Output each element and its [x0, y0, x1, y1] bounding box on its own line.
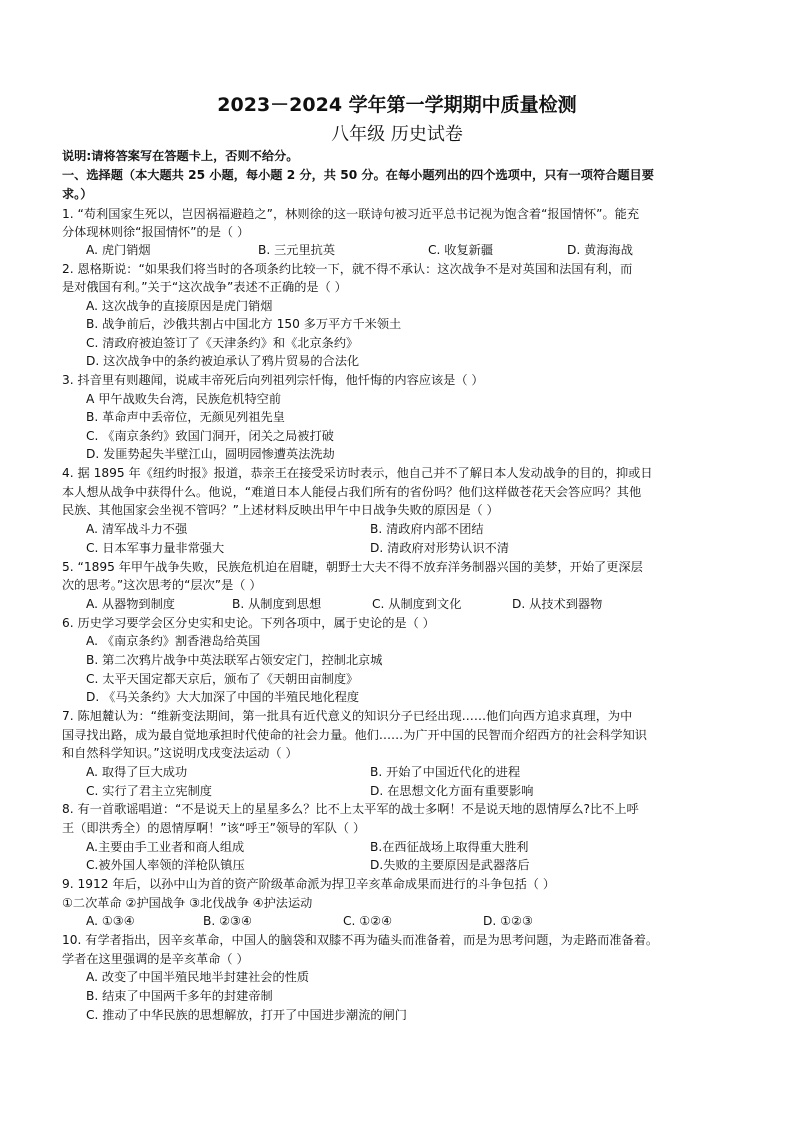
q8-option-c: C.被外国人率领的洋枪队镇压: [86, 858, 245, 872]
q6-option-b: B. 第二次鸦片战争中英法联军占领安定门，控制北京城: [86, 653, 383, 667]
q2-option-c: C. 清政府被迫签订了《天津条约》和《北京条约》: [86, 336, 359, 350]
q3-option-b: B. 革命声中丢帝位，无颜见列祖先皇: [86, 410, 285, 424]
q2-option-d: D. 这次战争中的条约被迫承认了鸦片贸易的合法化: [86, 354, 360, 368]
section-heading-line1: 一、选择题（本大题共 25 小题，每小题 2 分，共 50 分。在每小题列出的四个选项中，只有一项符合题目要: [62, 168, 654, 182]
q4-option-d: D. 清政府对形势认识不清: [370, 541, 510, 555]
q10-stem-line1: 10. 有学者指出，因辛亥革命，中国人的脑袋和双膝不再为磕头而准备着，而是为思考问题，为走路而准备着。: [62, 933, 659, 947]
q9-option-b: B. ②③④: [203, 914, 252, 928]
q4-stem-line2: 本人想从战争中获得什么。他说，“难道日本人能侵占我们所有的省份吗？他们这样做苍花天会答应吗？其他: [62, 485, 642, 499]
q9-stem-line1: 9. 1912 年后，以孙中山为首的资产阶级革命派为捍卫辛亥革命成果而进行的斗争包括（ ）: [62, 877, 556, 891]
q7-option-a: A. 取得了巨大成功: [86, 765, 188, 779]
q6-option-c: C. 太平天国定都天京后，颁布了《天朝田亩制度》: [86, 672, 359, 686]
q5-option-c: C. 从制度到文化: [372, 597, 462, 611]
q5-option-b: B. 从制度到思想: [232, 597, 322, 611]
q9-option-c: C. ①②④: [343, 914, 393, 928]
q1-option-d: D. 黄海海战: [567, 243, 633, 257]
q5-option-d: D. 从技术到器物: [512, 597, 603, 611]
q3-option-a: A 甲午战败失台湾，民族危机特空前: [86, 392, 282, 406]
q2-option-b: B. 战争前后，沙俄共割占中国北方 150 多万平方千米领土: [86, 317, 402, 331]
q8-option-a: A.主要由手工业者和商人组成: [86, 840, 245, 854]
q10-option-c: C. 推动了中华民族的思想解放，打开了中国进步潮流的闸门: [86, 1008, 407, 1022]
q4-stem-line1: 4. 据 1895 年《纽约时报》报道，恭亲王在接受采访时表示，他自己并不了解日本人发动战争的目的，抑或日: [62, 466, 653, 480]
q2-stem-line2: 是对俄国有利。”关于“这次战争”表述不正确的是（ ）: [62, 280, 347, 294]
q6-option-d: D. 《马关条约》大大加深了中国的半殖民地化程度: [86, 690, 360, 704]
q8-option-b: B.在西征战场上取得重大胜利: [370, 840, 529, 854]
q10-stem-line2: 学者在这里强调的是辛亥革命（ ）: [62, 952, 249, 966]
instructions: 说明:请将答案写在答题卡上，否则不给分。: [62, 149, 299, 163]
q7-option-d: D. 在思想文化方面有重要影响: [370, 784, 534, 798]
q7-stem-line2: 国寻找出路，成为最自觉地承担时代使命的社会力量。他们……为广开中国的民智而介绍西方的社会科学知识: [62, 728, 647, 742]
q1-option-c: C. 收复新疆: [428, 243, 494, 257]
q10-option-a: A. 改变了中国半殖民地半封建社会的性质: [86, 970, 310, 984]
q6-stem-line1: 6. 历史学习要学会区分史实和史论。下列各项中，属于史论的是（ ）: [62, 616, 435, 630]
q5-option-a: A. 从器物到制度: [86, 597, 175, 611]
q4-option-c: C. 日本军事力量非常强大: [86, 541, 225, 555]
exam-title: 2023－2024 学年第一学期期中质量检测: [217, 94, 577, 116]
q9-option-d: D. ①②③: [483, 914, 533, 928]
q1-option-b: B. 三元里抗英: [258, 243, 336, 257]
q4-option-b: B. 清政府内部不团结: [370, 522, 484, 536]
q4-option-a: A. 清军战斗力不强: [86, 522, 188, 536]
q10-option-b: B. 结束了中国两千多年的封建帝制: [86, 989, 273, 1003]
q9-option-a: A. ①③④: [86, 914, 135, 928]
q3-stem-line1: 3. 抖音里有则趣闻，说咸丰帝死后向列祖列宗忏悔，他忏悔的内容应该是（ ）: [62, 373, 484, 387]
section-heading-line2: 求。）: [62, 187, 93, 201]
q7-stem-line3: 和自然科学知识。”这说明戊戌变法运动（ ）: [62, 746, 298, 760]
exam-subtitle: 八年级 历史试卷: [331, 124, 463, 145]
q2-stem-line1: 2. 恩格斯说：“如果我们将当时的各项条约比较一下，就不得不承认：这次战争不是对英国和法国有利，而: [62, 262, 633, 276]
q1-option-a: A. 虎门销烟: [86, 243, 151, 257]
q7-stem-line1: 7. 陈旭麓认为：“维新变法期间，第一批具有近代意义的知识分子已经出现……他们向西方追求真理，为中: [62, 709, 633, 723]
q9-stem-line2: ①二次革命 ②护国战争 ③北伐战争 ④护法运动: [62, 896, 313, 910]
q1-stem-line1: 1. “苟利国家生死以，岂因祸福避趋之”，林则徐的这一联诗句被习近平总书记视为饱含着“报国情怀”。能充: [62, 207, 640, 221]
q5-stem-line2: 次的思考。”这次思考的“层次”是（ ）: [62, 578, 262, 592]
q1-stem-line2: 分体现林则徐“报国情怀”的是（ ）: [62, 225, 250, 239]
q7-option-c: C. 实行了君主立宪制度: [86, 784, 212, 798]
q6-option-a: A. 《南京条约》割香港岛给英国: [86, 634, 261, 648]
q3-option-c: C. 《南京条约》致国门洞开，闭关之局被打破: [86, 429, 334, 443]
q4-stem-line3: 民族、其他国家会坐视不管吗？”上述材料反映出甲午中日战争失败的原因是（ ）: [62, 503, 499, 517]
q8-option-d: D.失败的主要原因是武器落后: [370, 858, 530, 872]
q3-option-d: D. 发匪势起失半壁江山，圆明园惨遭英法洗劫: [86, 447, 335, 461]
q8-stem-line1: 8. 有一首歌谣唱道：“不是说天上的星星多么？比不上太平军的战士多啊！不是说天地的恩情厚么?比不上呼: [62, 802, 639, 816]
q8-stem-line2: 王（即洪秀全）的恩情厚啊！”该“呼王”领导的军队（ ）: [62, 821, 366, 835]
q2-option-a: A. 这次战争的直接原因是虎门销烟: [86, 299, 273, 313]
q5-stem-line1: 5. “1895 年甲午战争失败，民族危机迫在眉睫，朝野士大夫不得不放弃洋务制器兴国的美梦，开始了更深层: [62, 560, 643, 574]
q7-option-b: B. 开始了中国近代化的进程: [370, 765, 521, 779]
